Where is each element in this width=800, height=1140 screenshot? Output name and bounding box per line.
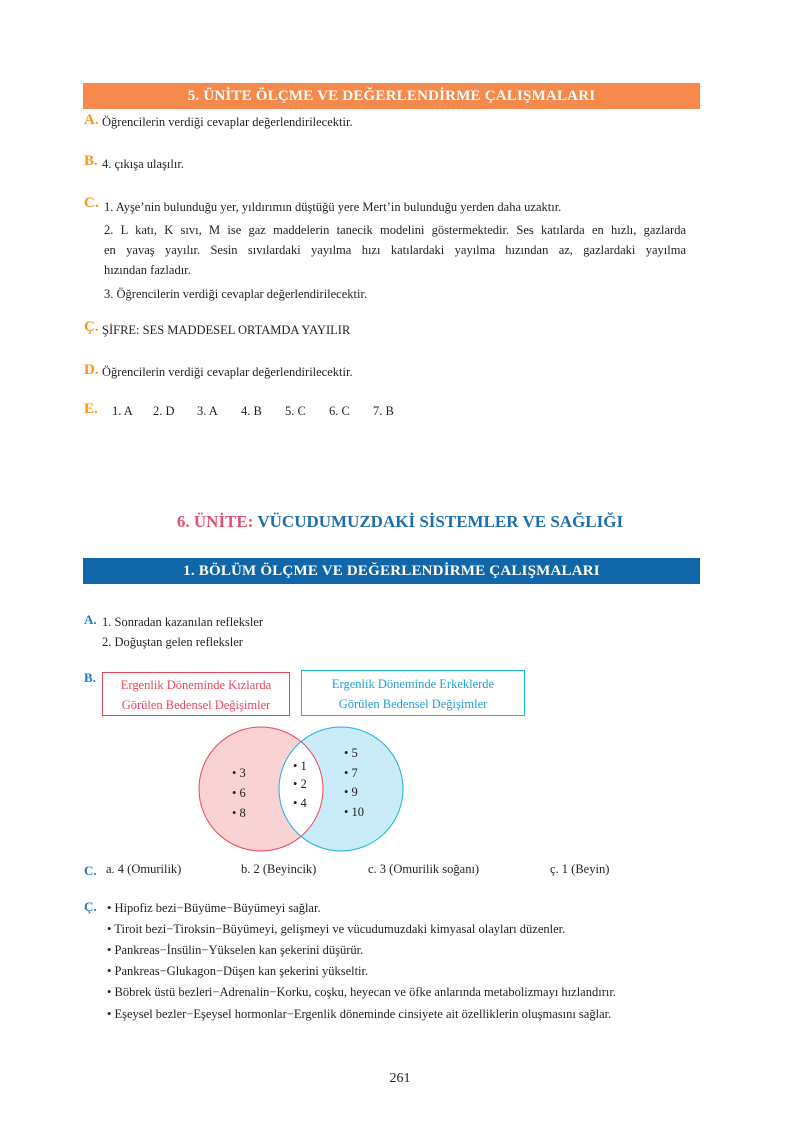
hormone-item: • Hipofiz bezi−Büyüme−Büyümeyi sağlar. xyxy=(107,901,321,915)
unit5-a-text: Öğrencilerin verdiği cevaplar değerlendirilecektir. xyxy=(102,115,353,129)
hormone-item: • Pankreas−İnsülin−Yükselen kan şekerini düşürür. xyxy=(107,943,364,957)
unit5-e-label: E. xyxy=(84,401,98,417)
c-answer-item: c. 3 (Omurilik soğanı) xyxy=(368,862,480,876)
c-answer-item: b. 2 (Beyincik) xyxy=(241,862,317,876)
chapter-heading xyxy=(0,512,800,532)
venn-boys-label-line2: Görülen Bedensel Değişimler xyxy=(338,697,488,711)
unit5-c-item3: 3. Öğrencilerin verdiği cevaplar değerlendirilecektir. xyxy=(104,287,368,301)
answer-item: 2. D xyxy=(153,404,175,418)
unit6-c-label: C. xyxy=(84,863,97,878)
unit5-c-label: C. xyxy=(84,195,99,211)
unit6-cc-label: Ç. xyxy=(84,899,97,914)
unit5-c-item2-line1: 2. L katı, K sıvı, M ise gaz maddelerin tanecik modelini göstermektedir. Ses katılarda en hızlı, gazlarda xyxy=(104,223,686,237)
unit5-c-item1: 1. Ayşe’nin bulunduğu yer, yıldırımın düştüğü yere Mert’in bulunduğu yerden daha uzaktır. xyxy=(104,200,562,214)
unit5-a-label: A. xyxy=(84,112,99,128)
unit6-a-item1: 1. Sonradan kazanılan refleksler xyxy=(102,615,264,629)
page-number: 261 xyxy=(389,1071,411,1086)
unit5-b-label: B. xyxy=(84,153,98,169)
venn-girls-label-box xyxy=(102,672,290,716)
unit5-cc-label: Ç. xyxy=(84,319,99,335)
venn-boys-item: • 7 xyxy=(344,766,358,780)
answer-item: 3. A xyxy=(197,404,218,418)
venn-boys-item: • 10 xyxy=(344,805,365,819)
answer-item: 4. B xyxy=(241,404,262,418)
venn-girls-item: • 3 xyxy=(232,766,246,780)
unit6-b-label: B. xyxy=(84,670,96,685)
hormone-item: • Pankreas−Glukagon−Düşen kan şekerini yükseltir. xyxy=(107,964,369,978)
unit5-c-item2-line2: en yavaş yayılır. Sesin sıvılardaki yayılma hızı katılardaki yayılma hızından az, gazlardaki yayılma xyxy=(104,243,686,257)
c-answer-item: ç. 1 (Beyin) xyxy=(550,862,610,876)
venn-boys-label-box xyxy=(301,670,525,716)
unit5-d-text: Öğrencilerin verdiği cevaplar değerlendirilecektir. xyxy=(102,365,353,379)
venn-boys-item: • 5 xyxy=(344,746,358,760)
answer-item: 5. C xyxy=(285,404,306,418)
venn-girls-label-line2: Görülen Bedensel Değişimler xyxy=(121,698,271,712)
unit5-banner: 5. ÜNİTE ÖLÇME VE DEĞERLENDİRME ÇALIŞMALARI xyxy=(83,83,700,109)
c-answer-item: a. 4 (Omurilik) xyxy=(106,862,182,876)
hormone-item: • Eşeysel bezler−Eşeysel hormonlar−Ergenlik döneminde cinsiyete ait özelliklerin oluşmasını sağlar. xyxy=(107,1007,612,1021)
chapter-title: VÜCUDUMUZDAKİ SİSTEMLER VE SAĞLIĞI xyxy=(257,512,624,531)
venn-both-item: • 1 xyxy=(293,759,307,773)
hormone-item: • Böbrek üstü bezleri−Adrenalin−Korku, coşku, heyecan ve öfke anlarında metabolizmayı hızlandırır. xyxy=(107,985,616,999)
unit6-a-item2: 2. Doğuştan gelen refleksler xyxy=(102,635,243,649)
chapter-number: 6. ÜNİTE: xyxy=(176,512,254,531)
unit6-a-label: A. xyxy=(84,612,97,627)
hormone-item: • Tiroit bezi−Tiroksin−Büyümeyi, gelişmeyi ve vücudumuzdaki kimyasal olayları düzenler. xyxy=(107,922,566,936)
venn-both-item: • 4 xyxy=(293,796,307,810)
venn-both-item: • 2 xyxy=(293,777,307,791)
unit5-cc-text: ŞİFRE: SES MADDESEL ORTAMDA YAYILIR xyxy=(102,323,351,337)
unit5-c-item2-line3: hızından fazladır. xyxy=(104,263,191,277)
venn-girls-item: • 8 xyxy=(232,806,246,820)
answer-item: 7. B xyxy=(373,404,394,418)
unit5-d-label: D. xyxy=(84,362,99,378)
venn-girls-item: • 6 xyxy=(232,786,246,800)
answer-item: 1. A xyxy=(112,404,133,418)
venn-boys-item: • 9 xyxy=(344,785,358,799)
answer-item: 6. C xyxy=(329,404,350,418)
venn-girls-label-line1: Ergenlik Döneminde Kızlarda xyxy=(120,678,272,692)
venn-boys-label-line1: Ergenlik Döneminde Erkeklerde xyxy=(331,677,495,691)
unit5-b-text: 4. çıkışa ulaşılır. xyxy=(102,157,184,171)
unit6-banner: 1. BÖLÜM ÖLÇME VE DEĞERLENDİRME ÇALIŞMALARI xyxy=(83,558,700,584)
